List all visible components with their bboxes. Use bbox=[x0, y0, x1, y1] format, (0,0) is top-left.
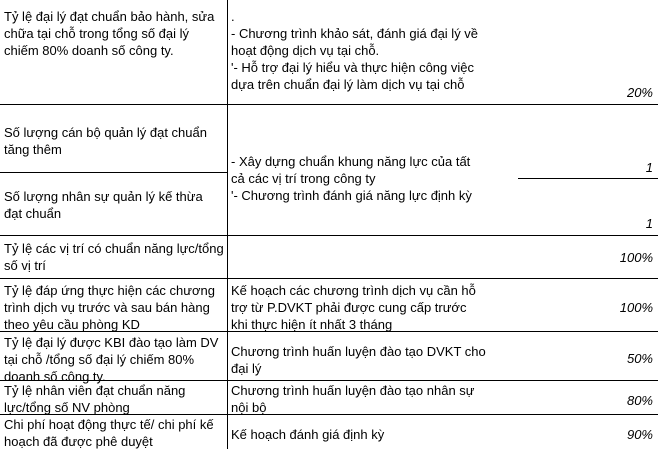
program-cell: Chương trình huấn luyện đào tạo nhân sự nội bộ bbox=[231, 383, 475, 415]
criterion-cell: Tỷ lệ đáp ứng thực hiện các chương trình dịch vụ trước và sau bán hàng theo yêu cầu phòng KD bbox=[4, 283, 215, 332]
grid-line bbox=[518, 178, 658, 179]
target-cell: 1 bbox=[645, 216, 653, 231]
criterion-cell: Số lượng cán bộ quản lý đạt chuẩn tăng thêm bbox=[4, 125, 207, 157]
criterion-cell: Tỷ lệ nhân viên đạt chuẩn năng lực/tổng số NV phòng bbox=[4, 383, 186, 415]
target-cell: 100% bbox=[619, 300, 653, 315]
program-cell: Kế hoạch các chương trình dịch vụ cần hỗ trợ từ P.DVKT phải được cung cấp trước khi thực hiện ít nhất 3 tháng bbox=[231, 283, 476, 332]
target-cell: 1 bbox=[645, 160, 653, 175]
grid-line bbox=[227, 0, 228, 449]
grid-line bbox=[0, 104, 658, 105]
criterion-cell: Tỷ lệ các vị trí có chuẩn năng lực/tổng số vị trí bbox=[4, 241, 224, 273]
target-cell: 100% bbox=[619, 250, 653, 265]
program-cell: Chương trình huấn luyện đào tạo DVKT cho đại lý bbox=[231, 344, 486, 376]
criterion-cell: Tỷ lệ đại lý đạt chuẩn bảo hành, sửa chữa tại chỗ trong tổng số đại lý chiếm 80% doanh số công ty. bbox=[4, 9, 215, 58]
criterion-cell: Chi phí hoạt động thực tế/ chi phí kế hoạch đã được phê duyệt bbox=[4, 417, 214, 449]
grid-line bbox=[0, 235, 658, 236]
grid-line bbox=[0, 172, 227, 173]
criterion-cell: Tỷ lệ đại lý được KBI đào tạo làm DV tại chỗ /tổng số đại lý chiếm 80% doanh số công ty. bbox=[4, 335, 219, 384]
target-cell: 90% bbox=[626, 427, 653, 442]
target-cell: 80% bbox=[626, 393, 653, 408]
program-cell-merged: - Xây dựng chuẩn khung năng lực của tất cả các vị trí trong công ty '- Chương trình đánh giá năng lực định kỳ bbox=[231, 154, 472, 203]
criterion-cell: Số lượng nhân sự quản lý kế thừa đạt chuẩn bbox=[4, 189, 203, 221]
target-cell: 50% bbox=[626, 351, 653, 366]
target-cell: 20% bbox=[626, 85, 653, 100]
grid-line bbox=[0, 278, 658, 279]
program-cell: . - Chương trình khảo sát, đánh giá đại lý về hoạt động dịch vụ tại chỗ. '- Hỗ trợ đại lý hiểu và thực hiện công việc dựa trên chuẩn đại lý làm dịch vụ tại chỗ bbox=[231, 9, 479, 92]
program-cell: Kế hoạch đánh giá định kỳ bbox=[231, 427, 385, 442]
